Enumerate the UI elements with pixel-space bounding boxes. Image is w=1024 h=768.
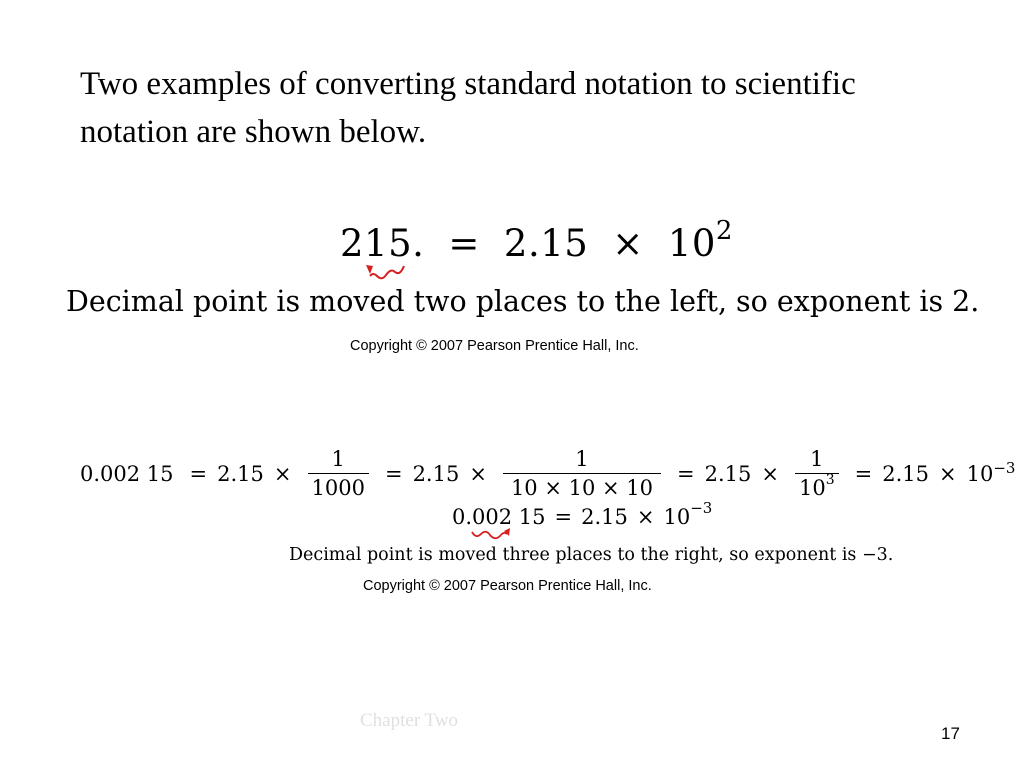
example2-shift-arrow-icon <box>470 526 514 542</box>
example1-base: 10 <box>667 222 716 265</box>
mantissa: 2.15 <box>704 461 752 486</box>
example2-result-mantissa: 2.15 <box>581 505 628 529</box>
equals-sign: = <box>854 461 873 486</box>
fraction-numerator: 1 <box>575 447 589 471</box>
example2-result-base: 10 <box>663 505 691 529</box>
intro-text: Two examples of converting standard notation to scientific notation are shown below. <box>80 66 856 150</box>
page-number: 17 <box>941 724 960 743</box>
power-base: 10 <box>798 476 826 500</box>
equals-sign: = <box>189 461 208 486</box>
example1-shift-arrow-icon <box>360 262 410 284</box>
equals-sign: = <box>554 505 573 529</box>
mantissa: 2.15 <box>882 461 930 486</box>
times-sign: × <box>469 461 487 486</box>
fraction-denominator: 1000 <box>308 473 369 500</box>
fraction-numerator: 1 <box>331 447 345 471</box>
power-exponent: 3 <box>825 472 835 488</box>
times-sign: × <box>636 505 655 529</box>
fraction-one-over-product <box>503 447 661 500</box>
equals-sign: = <box>384 461 403 486</box>
example1-equals: = <box>448 222 480 265</box>
example2-caption: Decimal point is moved three places to the right, so exponent is −3. <box>289 545 894 565</box>
final-base: 10 <box>966 461 994 486</box>
example1-equation <box>340 216 733 265</box>
fraction-one-over-1000 <box>308 447 369 500</box>
fraction-denominator: 10 × 10 × 10 <box>503 473 661 500</box>
fraction-numerator: 1 <box>810 447 824 471</box>
mantissa: 2.15 <box>217 461 264 486</box>
times-sign: × <box>273 461 292 486</box>
equals-sign: = <box>677 461 695 486</box>
example1-times: × <box>612 222 644 265</box>
example1-caption: Decimal point is moved two places to the left, so exponent is 2. <box>66 285 980 318</box>
example1-exponent: 2 <box>715 216 733 246</box>
fraction-one-over-power <box>795 447 839 500</box>
example1-lhs: 215. <box>340 222 425 265</box>
example1-copyright: Copyright © 2007 Pearson Prentice Hall, Inc. <box>350 338 639 354</box>
times-sign: × <box>761 461 779 486</box>
example1-mantissa: 2.15 <box>503 222 589 265</box>
example2-chain-equation <box>74 447 1015 500</box>
footer-chapter-label: Chapter Two <box>360 710 459 731</box>
final-exponent: −3 <box>993 458 1016 477</box>
mantissa: 2.15 <box>412 461 460 486</box>
fraction-denominator <box>795 473 839 500</box>
example2-copyright: Copyright © 2007 Pearson Prentice Hall, Inc. <box>363 578 652 594</box>
example2-lhs: 0.002 15 <box>80 461 174 486</box>
times-sign: × <box>939 461 957 486</box>
example2-result-exponent: −3 <box>690 499 713 517</box>
example2-result-lhs: 0.002 15 <box>452 505 546 529</box>
